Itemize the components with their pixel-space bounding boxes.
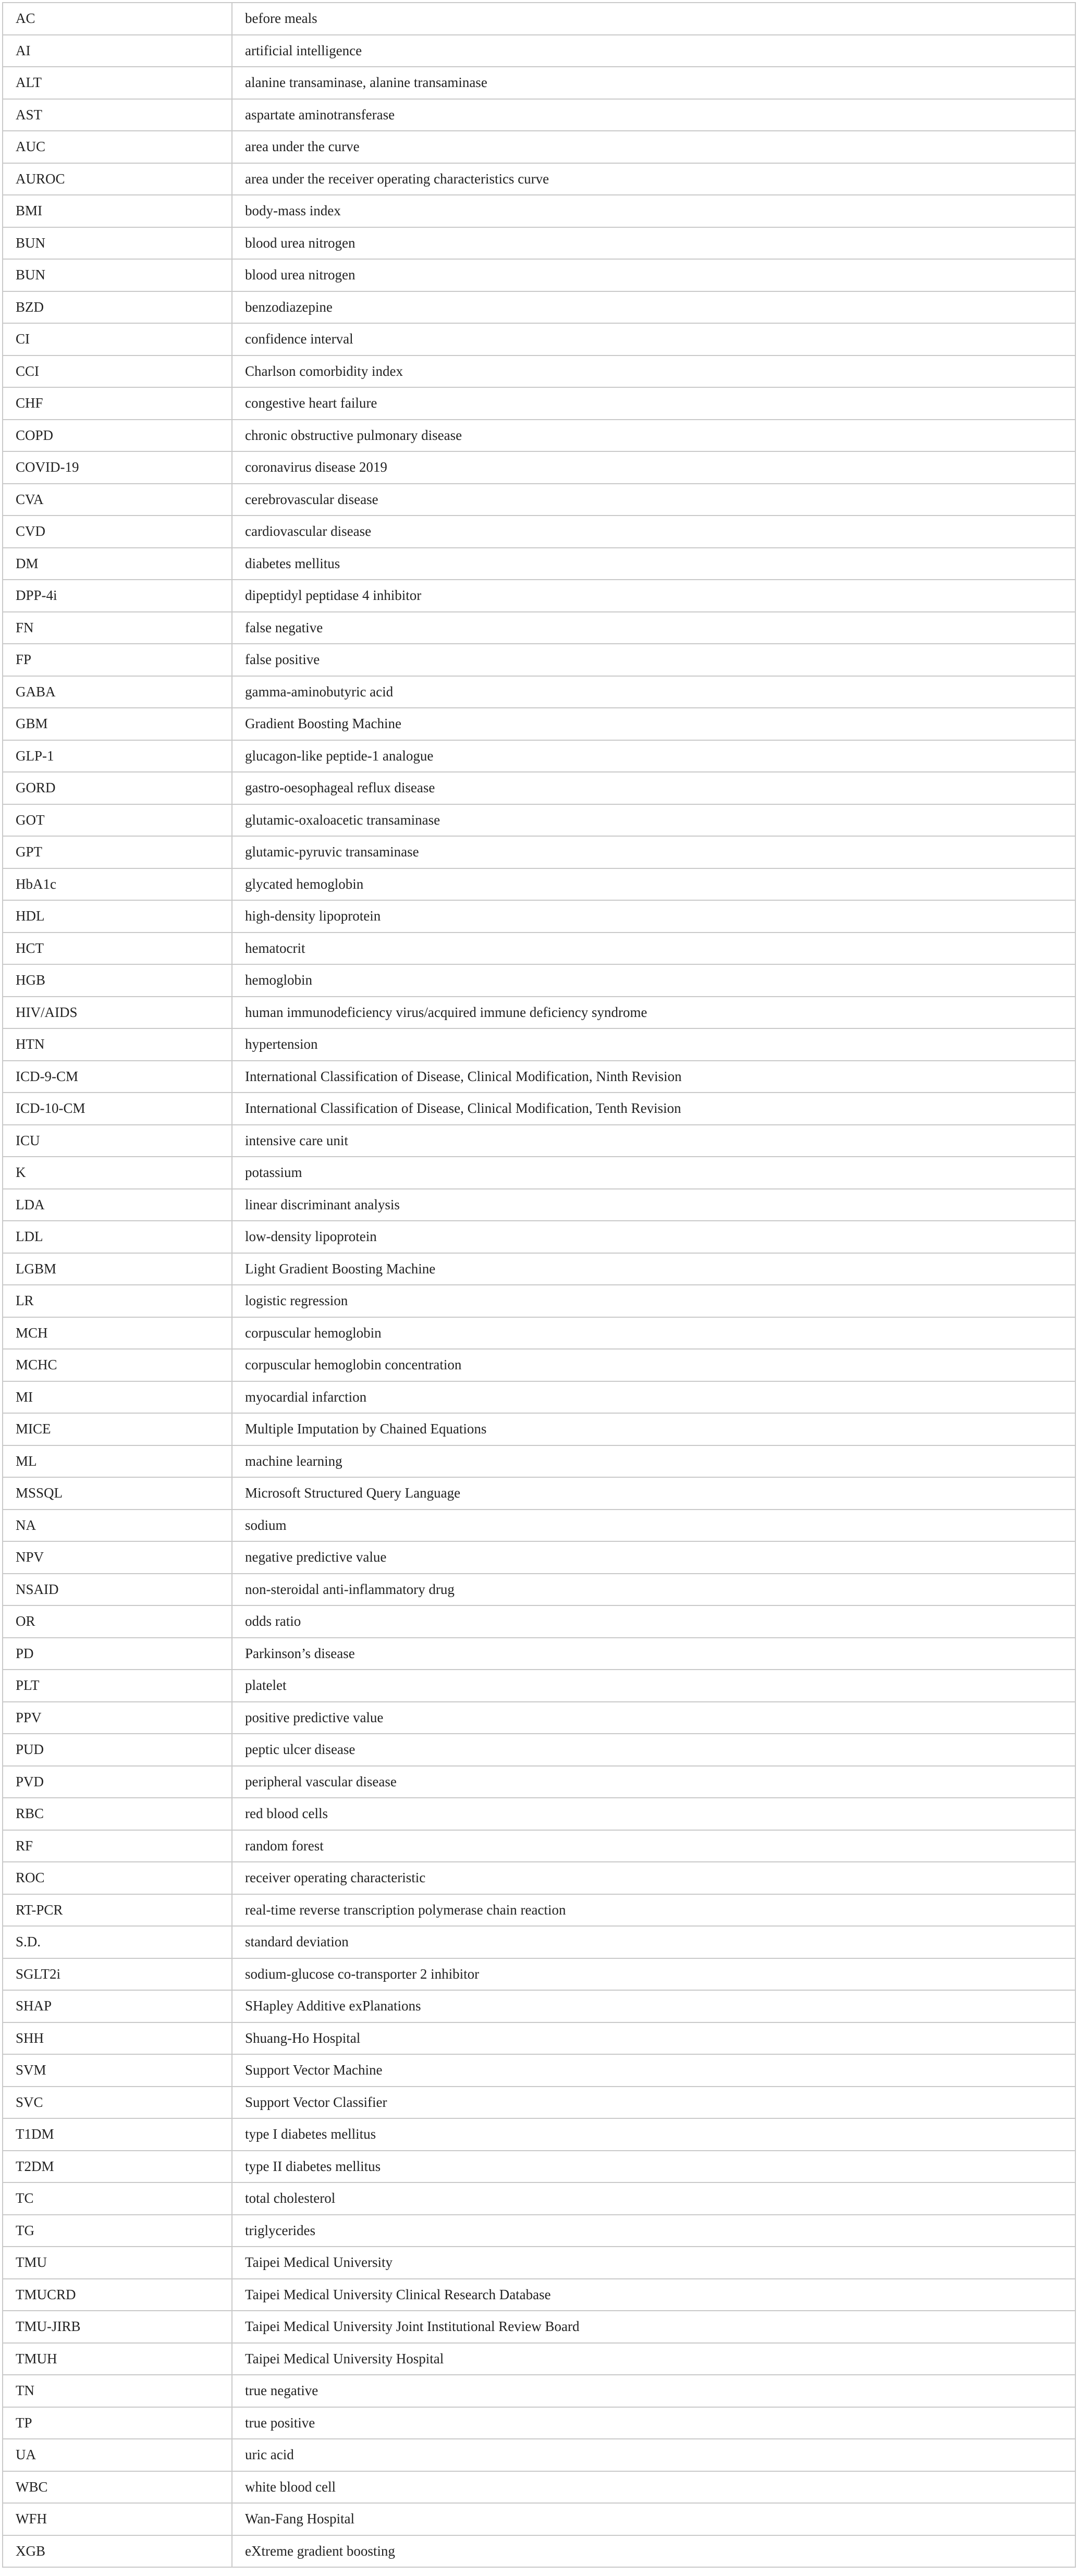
abbreviation-cell: ROC bbox=[3, 1862, 232, 1894]
definition-cell: Multiple Imputation by Chained Equations bbox=[232, 1413, 1075, 1445]
abbreviation-cell: ICD-9-CM bbox=[3, 1061, 232, 1093]
definition-cell: platelet bbox=[232, 1670, 1075, 1702]
abbreviation-cell: CHF bbox=[3, 387, 232, 420]
definition-cell: intensive care unit bbox=[232, 1125, 1075, 1157]
definition-cell: benzodiazepine bbox=[232, 291, 1075, 324]
definition-cell: true negative bbox=[232, 2375, 1075, 2407]
definition-cell: standard deviation bbox=[232, 1926, 1075, 1958]
definition-cell: hemoglobin bbox=[232, 964, 1075, 997]
definition-cell: Taipei Medical University Hospital bbox=[232, 2343, 1075, 2375]
table-row bbox=[3, 1093, 1075, 1125]
definition-cell: linear discriminant analysis bbox=[232, 1189, 1075, 1221]
table-row bbox=[3, 2535, 1075, 2568]
table-row bbox=[3, 1990, 1075, 2022]
abbreviation-cell: ICD-10-CM bbox=[3, 1093, 232, 1125]
table-row bbox=[3, 131, 1075, 163]
definition-cell: International Classification of Disease, Clinical Modification, Ninth Revision bbox=[232, 1061, 1075, 1093]
abbreviation-cell: DPP-4i bbox=[3, 580, 232, 612]
table-row bbox=[3, 548, 1075, 580]
definition-cell: body-mass index bbox=[232, 195, 1075, 227]
abbreviation-cell: PD bbox=[3, 1638, 232, 1670]
table-row bbox=[3, 804, 1075, 837]
abbreviation-cell: TC bbox=[3, 2182, 232, 2215]
definition-cell: glucagon-like peptide-1 analogue bbox=[232, 740, 1075, 772]
definition-cell: congestive heart failure bbox=[232, 387, 1075, 420]
table-row bbox=[3, 1670, 1075, 1702]
definition-cell: total cholesterol bbox=[232, 2182, 1075, 2215]
abbreviation-cell: GBM bbox=[3, 708, 232, 740]
abbreviation-cell: TN bbox=[3, 2375, 232, 2407]
abbreviation-cell: SGLT2i bbox=[3, 1958, 232, 1991]
table-row bbox=[3, 708, 1075, 740]
abbreviation-cell: BMI bbox=[3, 195, 232, 227]
definition-cell: true positive bbox=[232, 2407, 1075, 2439]
definition-cell: Taipei Medical University bbox=[232, 2247, 1075, 2279]
abbreviation-cell: T2DM bbox=[3, 2151, 232, 2183]
definition-cell: gastro-oesophageal reflux disease bbox=[232, 772, 1075, 804]
definition-cell: uric acid bbox=[232, 2439, 1075, 2471]
table-row bbox=[3, 2471, 1075, 2504]
abbreviation-cell: MICE bbox=[3, 1413, 232, 1445]
definition-cell: corpuscular hemoglobin bbox=[232, 1317, 1075, 1350]
abbreviation-cell: FN bbox=[3, 612, 232, 644]
definition-cell: receiver operating characteristic bbox=[232, 1862, 1075, 1894]
table-row bbox=[3, 1413, 1075, 1445]
table-row bbox=[3, 964, 1075, 997]
abbreviation-cell: SVM bbox=[3, 2054, 232, 2087]
definition-cell: Microsoft Structured Query Language bbox=[232, 1477, 1075, 1510]
abbreviation-cell: CI bbox=[3, 323, 232, 355]
abbreviation-cell: GOT bbox=[3, 804, 232, 837]
abbreviation-cell: HCT bbox=[3, 933, 232, 965]
definition-cell: random forest bbox=[232, 1830, 1075, 1862]
definition-cell: Light Gradient Boosting Machine bbox=[232, 1253, 1075, 1285]
table-row bbox=[3, 997, 1075, 1029]
definition-cell: gamma-aminobutyric acid bbox=[232, 676, 1075, 708]
table-row bbox=[3, 1702, 1075, 1734]
table-row bbox=[3, 1157, 1075, 1189]
abbreviation-cell: HDL bbox=[3, 900, 232, 933]
table-row bbox=[3, 1253, 1075, 1285]
definition-cell: Parkinson’s disease bbox=[232, 1638, 1075, 1670]
definition-cell: cerebrovascular disease bbox=[232, 484, 1075, 516]
definition-cell: Charlson comorbidity index bbox=[232, 355, 1075, 388]
table-row bbox=[3, 67, 1075, 99]
table-row bbox=[3, 644, 1075, 676]
definition-cell: alanine transaminase, alanine transaminase bbox=[232, 67, 1075, 99]
abbreviations-table-body bbox=[3, 3, 1075, 2567]
definition-cell: non-steroidal anti-inflammatory drug bbox=[232, 1574, 1075, 1606]
table-row bbox=[3, 35, 1075, 67]
definition-cell: false positive bbox=[232, 644, 1075, 676]
table-row bbox=[3, 484, 1075, 516]
table-row bbox=[3, 451, 1075, 484]
table-row bbox=[3, 259, 1075, 291]
definition-cell: logistic regression bbox=[232, 1285, 1075, 1317]
abbreviation-cell: CCI bbox=[3, 355, 232, 388]
table-row bbox=[3, 2439, 1075, 2471]
abbreviation-cell: SHH bbox=[3, 2022, 232, 2055]
definition-cell: type I diabetes mellitus bbox=[232, 2118, 1075, 2151]
abbreviation-cell: FP bbox=[3, 644, 232, 676]
abbreviation-cell: COPD bbox=[3, 420, 232, 452]
table-row bbox=[3, 2118, 1075, 2151]
abbreviation-cell: AUC bbox=[3, 131, 232, 163]
table-row bbox=[3, 1445, 1075, 1478]
definition-cell: diabetes mellitus bbox=[232, 548, 1075, 580]
abbreviation-cell: BUN bbox=[3, 227, 232, 260]
abbreviation-cell: TG bbox=[3, 2215, 232, 2247]
abbreviation-cell: TMUCRD bbox=[3, 2279, 232, 2311]
definition-cell: machine learning bbox=[232, 1445, 1075, 1478]
table-row bbox=[3, 355, 1075, 388]
definition-cell: peptic ulcer disease bbox=[232, 1734, 1075, 1766]
table-row bbox=[3, 1510, 1075, 1542]
abbreviation-cell: AI bbox=[3, 35, 232, 67]
definition-cell: blood urea nitrogen bbox=[232, 259, 1075, 291]
definition-cell: International Classification of Disease, Clinical Modification, Tenth Revision bbox=[232, 1093, 1075, 1125]
table-row bbox=[3, 1189, 1075, 1221]
definition-cell: type II diabetes mellitus bbox=[232, 2151, 1075, 2183]
abbreviation-cell: HGB bbox=[3, 964, 232, 997]
table-row bbox=[3, 1830, 1075, 1862]
abbreviation-cell: CVD bbox=[3, 516, 232, 548]
definition-cell: before meals bbox=[232, 3, 1075, 35]
abbreviation-cell: AST bbox=[3, 99, 232, 131]
table-row bbox=[3, 195, 1075, 227]
table-row bbox=[3, 163, 1075, 195]
definition-cell: Taipei Medical University Clinical Research Database bbox=[232, 2279, 1075, 2311]
definition-cell: Wan-Fang Hospital bbox=[232, 2503, 1075, 2535]
table-row bbox=[3, 933, 1075, 965]
definition-cell: low-density lipoprotein bbox=[232, 1221, 1075, 1253]
definition-cell: triglycerides bbox=[232, 2215, 1075, 2247]
abbreviation-cell: LDL bbox=[3, 1221, 232, 1253]
definition-cell: glutamic-pyruvic transaminase bbox=[232, 836, 1075, 868]
table-row bbox=[3, 868, 1075, 901]
definition-cell: confidence interval bbox=[232, 323, 1075, 355]
table-row bbox=[3, 580, 1075, 612]
table-row bbox=[3, 1766, 1075, 1798]
table-row bbox=[3, 1349, 1075, 1381]
abbreviation-cell: TMU-JIRB bbox=[3, 2311, 232, 2343]
table-row bbox=[3, 2311, 1075, 2343]
table-row bbox=[3, 1125, 1075, 1157]
abbreviation-cell: ICU bbox=[3, 1125, 232, 1157]
definition-cell: real-time reverse transcription polymerase chain reaction bbox=[232, 1894, 1075, 1927]
table-row bbox=[3, 323, 1075, 355]
table-row bbox=[3, 1477, 1075, 1510]
abbreviation-cell: PUD bbox=[3, 1734, 232, 1766]
table-row bbox=[3, 1221, 1075, 1253]
table-row bbox=[3, 2182, 1075, 2215]
definition-cell: SHapley Additive exPlanations bbox=[232, 1990, 1075, 2022]
abbreviation-cell: OR bbox=[3, 1605, 232, 1638]
abbreviation-cell: HIV/AIDS bbox=[3, 997, 232, 1029]
table-row bbox=[3, 836, 1075, 868]
table-row bbox=[3, 2215, 1075, 2247]
abbreviation-cell: XGB bbox=[3, 2535, 232, 2568]
abbreviations-table bbox=[2, 2, 1076, 2568]
definition-cell: sodium-glucose co-transporter 2 inhibitor bbox=[232, 1958, 1075, 1991]
abbreviation-cell: MCHC bbox=[3, 1349, 232, 1381]
table-row bbox=[3, 2247, 1075, 2279]
abbreviation-cell: HbA1c bbox=[3, 868, 232, 901]
table-row bbox=[3, 900, 1075, 933]
abbreviation-cell: WBC bbox=[3, 2471, 232, 2504]
definition-cell: Support Vector Machine bbox=[232, 2054, 1075, 2087]
abbreviation-cell: GLP-1 bbox=[3, 740, 232, 772]
table-row bbox=[3, 387, 1075, 420]
definition-cell: high-density lipoprotein bbox=[232, 900, 1075, 933]
definition-cell: myocardial infarction bbox=[232, 1381, 1075, 1414]
abbreviation-cell: NPV bbox=[3, 1541, 232, 1574]
table-row bbox=[3, 3, 1075, 35]
definition-cell: glutamic-oxaloacetic transaminase bbox=[232, 804, 1075, 837]
table-row bbox=[3, 227, 1075, 260]
definition-cell: sodium bbox=[232, 1510, 1075, 1542]
table-row bbox=[3, 1381, 1075, 1414]
table-row bbox=[3, 1638, 1075, 1670]
definition-cell: human immunodeficiency virus/acquired immune deficiency syndrome bbox=[232, 997, 1075, 1029]
definition-cell: hypertension bbox=[232, 1028, 1075, 1061]
abbreviation-cell: AC bbox=[3, 3, 232, 35]
abbreviation-cell: TMUH bbox=[3, 2343, 232, 2375]
abbreviation-cell: MSSQL bbox=[3, 1477, 232, 1510]
table-row bbox=[3, 612, 1075, 644]
table-row bbox=[3, 676, 1075, 708]
definition-cell: potassium bbox=[232, 1157, 1075, 1189]
table-row bbox=[3, 1862, 1075, 1894]
abbreviation-cell: MCH bbox=[3, 1317, 232, 1350]
table-row bbox=[3, 2407, 1075, 2439]
table-row bbox=[3, 1926, 1075, 1958]
table-row bbox=[3, 2087, 1075, 2119]
table-row bbox=[3, 2054, 1075, 2087]
abbreviation-cell: GORD bbox=[3, 772, 232, 804]
abbreviation-cell: ML bbox=[3, 1445, 232, 1478]
table-row bbox=[3, 99, 1075, 131]
abbreviation-cell: GPT bbox=[3, 836, 232, 868]
definition-cell: Gradient Boosting Machine bbox=[232, 708, 1075, 740]
definition-cell: dipeptidyl peptidase 4 inhibitor bbox=[232, 580, 1075, 612]
definition-cell: corpuscular hemoglobin concentration bbox=[232, 1349, 1075, 1381]
abbreviation-cell: TMU bbox=[3, 2247, 232, 2279]
abbreviation-cell: BZD bbox=[3, 291, 232, 324]
table-row bbox=[3, 2022, 1075, 2055]
table-row bbox=[3, 420, 1075, 452]
definition-cell: area under the curve bbox=[232, 131, 1075, 163]
definition-cell: cardiovascular disease bbox=[232, 516, 1075, 548]
abbreviation-cell: GABA bbox=[3, 676, 232, 708]
abbreviation-cell: COVID-19 bbox=[3, 451, 232, 484]
table-row bbox=[3, 2279, 1075, 2311]
definition-cell: positive predictive value bbox=[232, 1702, 1075, 1734]
table-row bbox=[3, 1798, 1075, 1830]
table-row bbox=[3, 2375, 1075, 2407]
table-row bbox=[3, 2151, 1075, 2183]
definition-cell: peripheral vascular disease bbox=[232, 1766, 1075, 1798]
abbreviation-cell: RBC bbox=[3, 1798, 232, 1830]
abbreviation-cell: RT-PCR bbox=[3, 1894, 232, 1927]
definition-cell: hematocrit bbox=[232, 933, 1075, 965]
abbreviation-cell: K bbox=[3, 1157, 232, 1189]
table-row bbox=[3, 1317, 1075, 1350]
abbreviation-cell: HTN bbox=[3, 1028, 232, 1061]
abbreviation-cell: PLT bbox=[3, 1670, 232, 1702]
table-row bbox=[3, 1541, 1075, 1574]
table-row bbox=[3, 1028, 1075, 1061]
definition-cell: coronavirus disease 2019 bbox=[232, 451, 1075, 484]
table-row bbox=[3, 1061, 1075, 1093]
definition-cell: glycated hemoglobin bbox=[232, 868, 1075, 901]
definition-cell: Support Vector Classifier bbox=[232, 2087, 1075, 2119]
abbreviation-cell: PPV bbox=[3, 1702, 232, 1734]
table-row bbox=[3, 2503, 1075, 2535]
abbreviation-cell: SVC bbox=[3, 2087, 232, 2119]
table-row bbox=[3, 1958, 1075, 1991]
table-row bbox=[3, 740, 1075, 772]
abbreviation-cell: NA bbox=[3, 1510, 232, 1542]
definition-cell: eXtreme gradient boosting bbox=[232, 2535, 1075, 2568]
abbreviation-cell: CVA bbox=[3, 484, 232, 516]
table-row bbox=[3, 1285, 1075, 1317]
definition-cell: red blood cells bbox=[232, 1798, 1075, 1830]
abbreviation-cell: PVD bbox=[3, 1766, 232, 1798]
definition-cell: artificial intelligence bbox=[232, 35, 1075, 67]
definition-cell: white blood cell bbox=[232, 2471, 1075, 2504]
abbreviation-cell: UA bbox=[3, 2439, 232, 2471]
abbreviation-cell: MI bbox=[3, 1381, 232, 1414]
definition-cell: false negative bbox=[232, 612, 1075, 644]
abbreviation-cell: RF bbox=[3, 1830, 232, 1862]
definition-cell: negative predictive value bbox=[232, 1541, 1075, 1574]
abbreviation-cell: WFH bbox=[3, 2503, 232, 2535]
abbreviation-cell: AUROC bbox=[3, 163, 232, 195]
table-row bbox=[3, 1574, 1075, 1606]
table-row bbox=[3, 516, 1075, 548]
table-row bbox=[3, 772, 1075, 804]
table-row bbox=[3, 291, 1075, 324]
definition-cell: blood urea nitrogen bbox=[232, 227, 1075, 260]
definition-cell: odds ratio bbox=[232, 1605, 1075, 1638]
table-row bbox=[3, 1734, 1075, 1766]
abbreviation-cell: SHAP bbox=[3, 1990, 232, 2022]
table-row bbox=[3, 1605, 1075, 1638]
abbreviation-cell: T1DM bbox=[3, 2118, 232, 2151]
table-row bbox=[3, 1894, 1075, 1927]
definition-cell: area under the receiver operating characteristics curve bbox=[232, 163, 1075, 195]
table-row bbox=[3, 2343, 1075, 2375]
abbreviation-cell: LR bbox=[3, 1285, 232, 1317]
definition-cell: chronic obstructive pulmonary disease bbox=[232, 420, 1075, 452]
abbreviation-cell: NSAID bbox=[3, 1574, 232, 1606]
abbreviation-cell: S.D. bbox=[3, 1926, 232, 1958]
abbreviation-cell: TP bbox=[3, 2407, 232, 2439]
definition-cell: aspartate aminotransferase bbox=[232, 99, 1075, 131]
abbreviation-cell: LGBM bbox=[3, 1253, 232, 1285]
definition-cell: Shuang-Ho Hospital bbox=[232, 2022, 1075, 2055]
definition-cell: Taipei Medical University Joint Institutional Review Board bbox=[232, 2311, 1075, 2343]
abbreviation-cell: DM bbox=[3, 548, 232, 580]
abbreviation-cell: ALT bbox=[3, 67, 232, 99]
abbreviation-cell: LDA bbox=[3, 1189, 232, 1221]
abbreviation-cell: BUN bbox=[3, 259, 232, 291]
